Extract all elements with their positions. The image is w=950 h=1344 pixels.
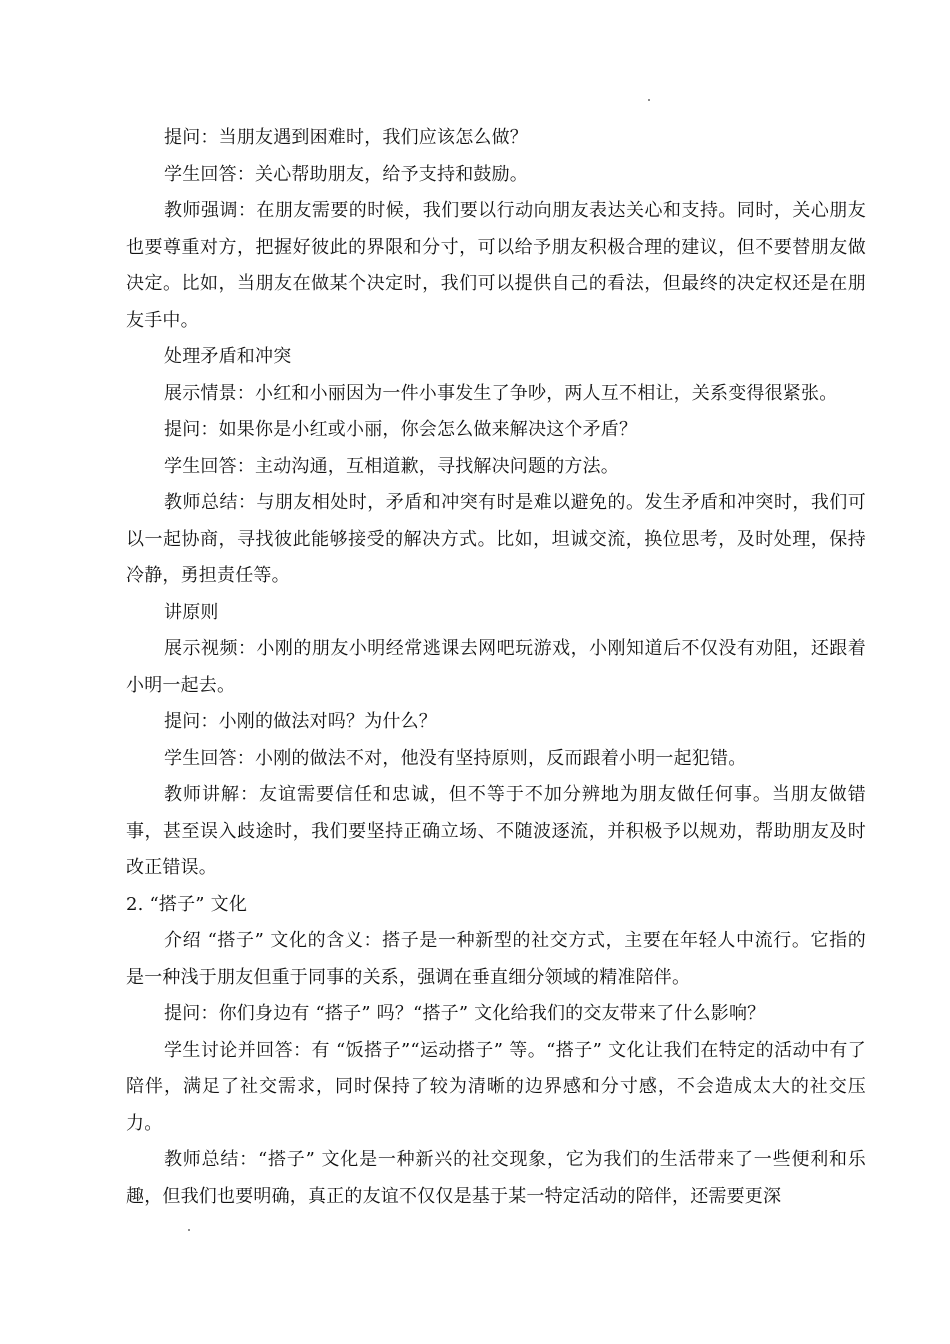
paragraph-question-3: 提问：小刚的做法对吗？为什么？	[164, 711, 437, 732]
paragraph-video: 展示视频：小刚的朋友小明经常逃课去网吧玩游戏，小刚知道后不仅没有劝阻，还跟着小明一起去。	[126, 638, 866, 696]
paragraph-teacher-explanation: 教师讲解：友谊需要信任和忠诚，但不等于不加分辨地为朋友做任何事。当朋友做错事，甚至误入歧途时，我们要坚持正确立场、不随波逐流，并积极予以规劝，帮助朋友及时改正错误。	[126, 784, 866, 878]
header-dot	[648, 99, 650, 101]
section-heading-dazi: 2. “搭子” 文化	[126, 893, 248, 915]
paragraph-teacher-emphasis: 教师强调：在朋友需要的时候，我们要以行动向朋友表达关心和支持。同时，关心朋友也要尊重对方，把握好彼此的界限和分寸，可以给予朋友积极合理的建议，但不要替朋友做决定。比如，当朋友在做某个决定时，我们可以提供自己的看法，但最终的决定权还是在朋友手中。	[126, 200, 866, 331]
paragraph-question-2: 提问：如果你是小红或小丽，你会怎么做来解决这个矛盾？	[164, 419, 638, 440]
section-heading-conflict: 处理矛盾和冲突	[164, 346, 292, 367]
paragraph-answer-2: 学生回答：主动沟通，互相道歉，寻找解决问题的方法。	[164, 455, 619, 477]
paragraph-scenario: 展示情景：小红和小丽因为一件小事发生了争吵，两人互不相让，关系变得很紧张。	[164, 382, 838, 404]
paragraph-student-discussion: 学生讨论并回答：有 “饭搭子”“运动搭子” 等。“搭子” 文化让我们在特定的活动中有了陪伴，满足了社交需求，同时保持了较为清晰的边界感和分寸感，不会造成太大的社交压力。	[126, 1039, 866, 1134]
paragraph-answer-1: 学生回答：关心帮助朋友，给予支持和鼓励。	[164, 163, 528, 185]
paragraph-answer-3: 学生回答：小刚的做法不对，他没有坚持原则，反而跟着小明一起犯错。	[164, 747, 747, 769]
paragraph-question-4: 提问：你们身边有 “搭子” 吗？“搭子” 文化给我们的交友带来了什么影响？	[164, 1003, 766, 1024]
paragraph-dazi-intro: 介绍 “搭子” 文化的含义：搭子是一种新型的社交方式，主要在年轻人中流行。它指的是一种浅于朋友但重于同事的关系，强调在垂直细分领域的精准陪伴。	[126, 930, 866, 988]
paragraph-teacher-summary-1: 教师总结：与朋友相处时，矛盾和冲突有时是难以避免的。发生矛盾和冲突时，我们可以一起协商，寻找彼此能够接受的解决方式。比如，坦诚交流，换位思考，及时处理，保持冷静，勇担责任等。	[126, 492, 866, 586]
paragraph-question-1: 提问：当朋友遇到困难时，我们应该怎么做？	[164, 127, 528, 148]
paragraph-teacher-summary-2: 教师总结：“搭子” 文化是一种新兴的社交现象，它为我们的生活带来了一些便利和乐趣，但我们也要明确，真正的友谊不仅仅是基于某一特定活动的陪伴，还需要更深	[126, 1149, 866, 1207]
section-heading-principles: 讲原则	[164, 601, 219, 623]
footer-dot	[188, 1229, 190, 1231]
document-body	[126, 120, 866, 1215]
